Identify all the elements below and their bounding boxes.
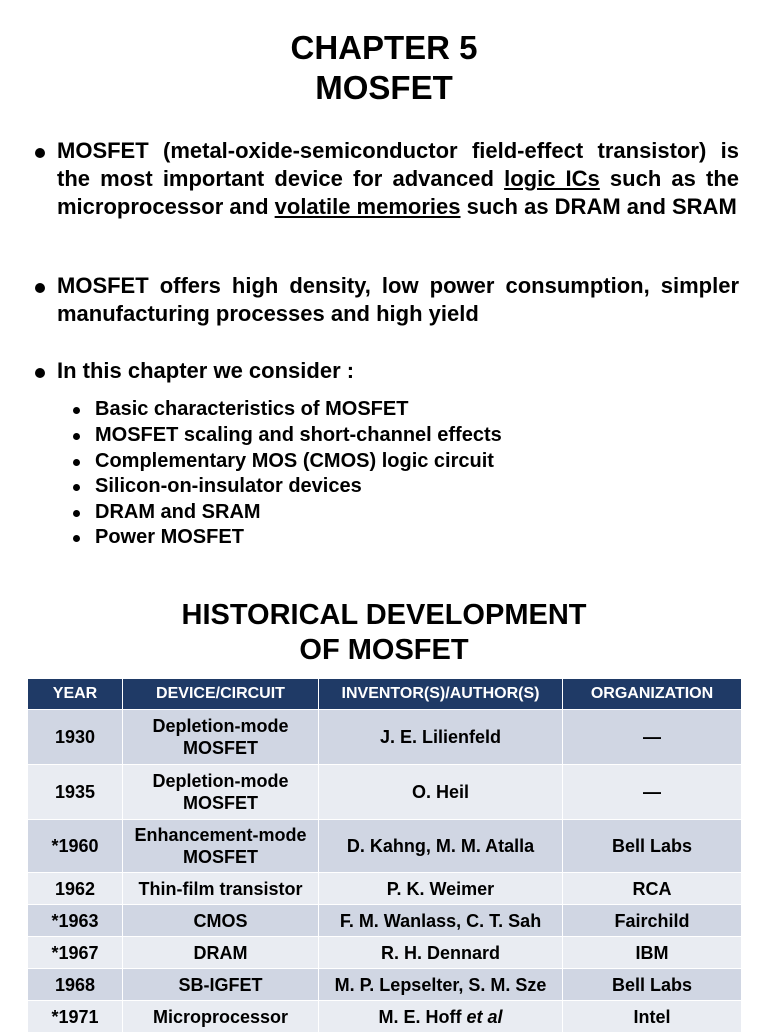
cell-inventor xyxy=(319,710,563,765)
cell-device: Depletion-mode MOSFET xyxy=(123,765,319,820)
cell-year: *1967 xyxy=(28,937,123,969)
header-device: DEVICE/CIRCUIT xyxy=(123,679,319,710)
inventor-text: J. E. Lilienfeld xyxy=(379,727,502,747)
table-row xyxy=(28,937,742,969)
chapter-number: CHAPTER 5 xyxy=(290,29,478,66)
subitem: Complementary MOS (CMOS) logic circuit xyxy=(95,450,494,472)
inventor-text: M. E. Hoff xyxy=(378,1006,467,1027)
inventor-text: R. H. Dennard xyxy=(380,942,500,963)
history-table xyxy=(27,678,742,1033)
table-row xyxy=(28,905,742,937)
subitem: DRAM and SRAM xyxy=(95,501,261,523)
table-row xyxy=(28,710,742,765)
cell-year: 1935 xyxy=(28,765,123,820)
cell-year: 1930 xyxy=(28,710,123,765)
cell-device: Enhancement-mode MOSFET xyxy=(123,820,319,873)
underlined-logic-ics: logic ICs xyxy=(504,166,600,191)
cell-inventor xyxy=(319,1001,563,1033)
cell-device: Microprocessor xyxy=(123,1001,319,1033)
cell-inventor xyxy=(319,905,563,937)
bullet-text: MOSFET (metal-oxide-semiconductor field-effect transistor) is the most important device for advanced xyxy=(57,138,739,191)
inventor-et-al: et al xyxy=(466,1006,503,1027)
cell-device: Depletion-mode MOSFET xyxy=(123,710,319,765)
subitem: Silicon-on-insulator devices xyxy=(95,475,362,497)
inventor-text: F. M. Wanlass, C. T. Sah xyxy=(339,910,542,931)
table-row xyxy=(28,765,742,820)
table-header-row xyxy=(28,679,742,710)
subitem: Basic characteristics of MOSFET xyxy=(95,398,409,420)
cell-inventor xyxy=(319,969,563,1001)
inventor-text: O. Heil xyxy=(411,782,469,802)
cell-organization: — xyxy=(563,765,742,820)
header-inventor: INVENTOR(S)/AUTHOR(S) xyxy=(319,679,563,710)
subitem: Power MOSFET xyxy=(95,526,244,548)
bullet-text: such as the microprocessor and xyxy=(57,166,740,219)
header-organization: ORGANIZATION xyxy=(563,679,742,710)
bullet-mosfet-advantages: MOSFET offers high density, low power consumption, simpler manufacturing processes and high yield xyxy=(57,273,739,326)
cell-device: CMOS xyxy=(123,905,319,937)
cell-organization: Bell Labs xyxy=(563,820,742,873)
cell-year: *1963 xyxy=(28,905,123,937)
header-year: YEAR xyxy=(28,679,123,710)
cell-organization: — xyxy=(563,710,742,765)
cell-organization: Intel xyxy=(563,1001,742,1033)
subitem: MOSFET scaling and short-channel effects xyxy=(95,424,502,446)
table-row xyxy=(28,1001,742,1033)
cell-inventor xyxy=(319,765,563,820)
cell-device: SB-IGFET xyxy=(123,969,319,1001)
cell-year: 1968 xyxy=(28,969,123,1001)
bullet-chapter-intro: In this chapter we consider : xyxy=(57,357,739,385)
chapter-title: MOSFET xyxy=(315,69,453,106)
cell-device: DRAM xyxy=(123,937,319,969)
cell-inventor xyxy=(319,937,563,969)
underlined-volatile-memories: volatile memories xyxy=(274,194,461,219)
cell-organization: IBM xyxy=(563,937,742,969)
cell-inventor xyxy=(319,820,563,873)
cell-inventor xyxy=(319,873,563,905)
inventor-text: M. P. Lepselter, S. M. Sze xyxy=(334,974,547,995)
history-subtitle: OF MOSFET xyxy=(299,634,469,666)
inventor-text: D. Kahng, M. M. Atalla xyxy=(346,836,535,856)
bullet-mosfet-definition xyxy=(57,137,739,221)
cell-year: *1971 xyxy=(28,1001,123,1033)
table-row xyxy=(28,820,742,873)
inventor-text: P. K. Weimer xyxy=(386,878,495,899)
cell-year: 1962 xyxy=(28,873,123,905)
cell-organization: Fairchild xyxy=(563,905,742,937)
history-title: HISTORICAL DEVELOPMENT xyxy=(181,599,587,631)
table-row xyxy=(28,873,742,905)
cell-organization: Bell Labs xyxy=(563,969,742,1001)
cell-year: *1960 xyxy=(28,820,123,873)
table-row xyxy=(28,969,742,1001)
cell-organization: RCA xyxy=(563,873,742,905)
bullet-text: such as DRAM and SRAM xyxy=(460,194,737,219)
cell-device: Thin-film transistor xyxy=(123,873,319,905)
